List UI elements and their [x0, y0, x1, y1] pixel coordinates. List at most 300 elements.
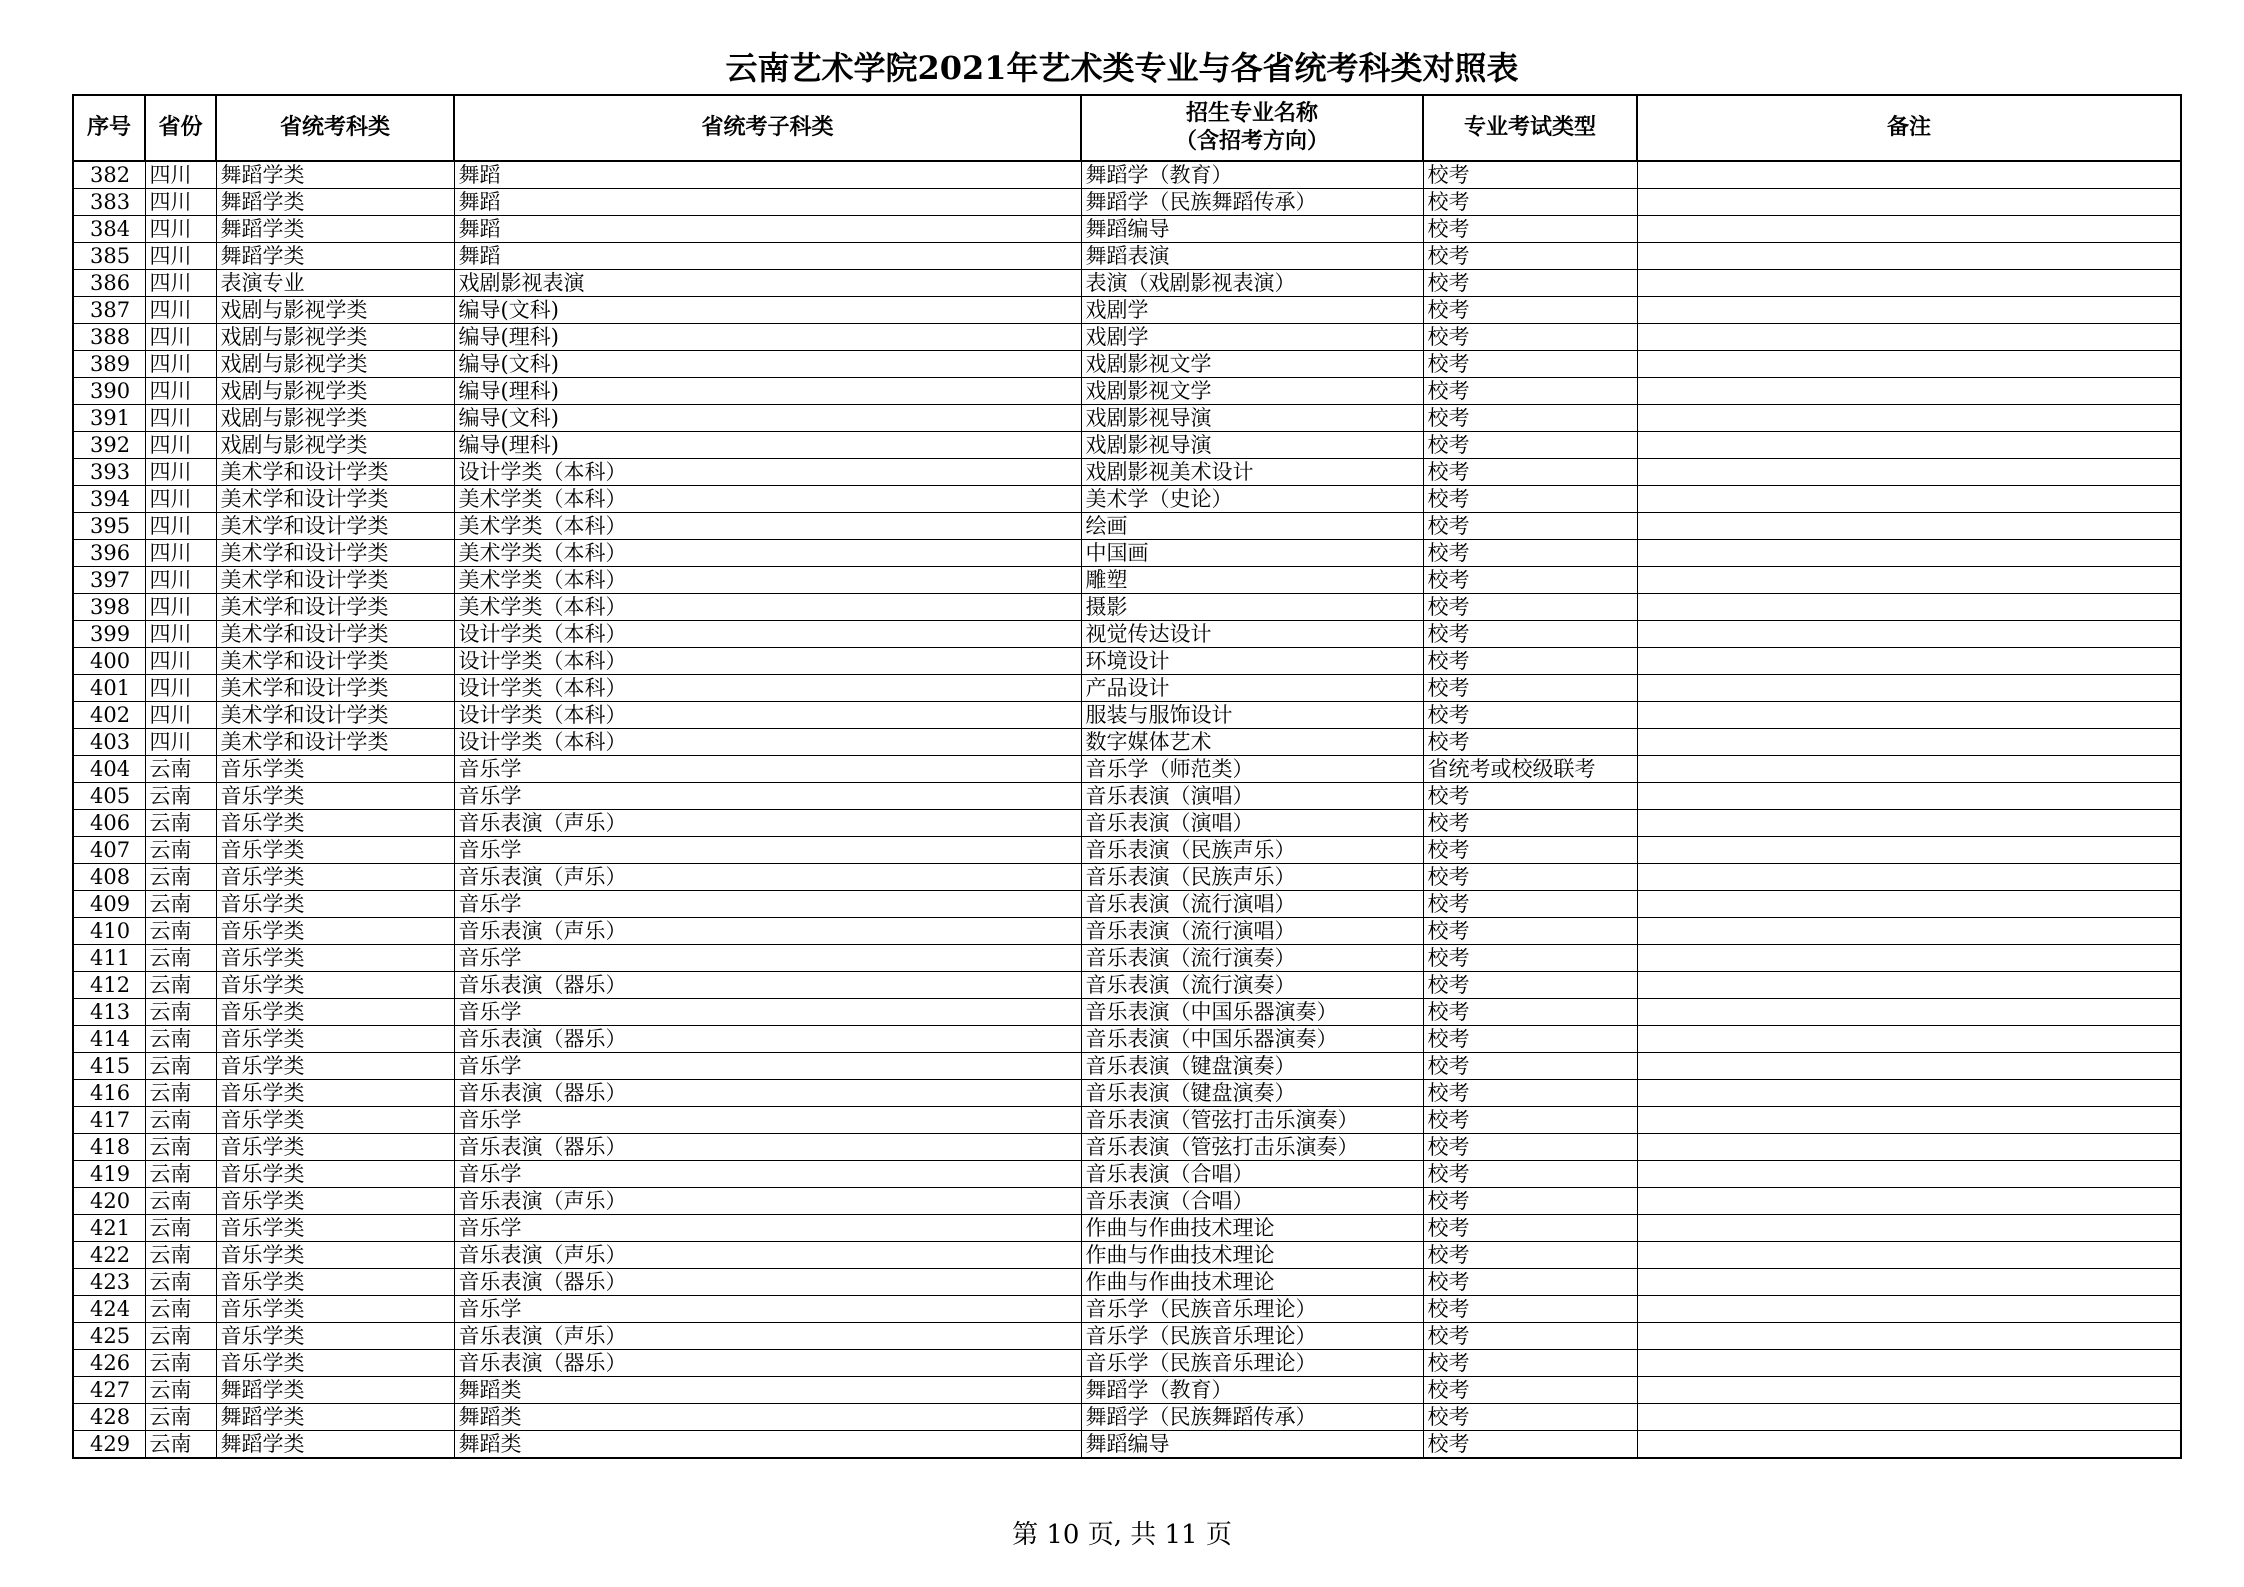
- major-name-cell: 音乐学（民族音乐理论）: [1081, 1296, 1423, 1323]
- exam-subcategory-cell: 音乐学: [454, 756, 1081, 783]
- table-row: [73, 378, 2181, 405]
- serial-cell: 424: [73, 1296, 145, 1323]
- exam-subcategory-cell: 音乐表演（器乐）: [454, 1269, 1081, 1296]
- exam-subcategory-cell: 设计学类（本科）: [454, 702, 1081, 729]
- table-row: [73, 675, 2181, 702]
- major-name-cell: 视觉传达设计: [1081, 621, 1423, 648]
- province-cell: 四川: [145, 702, 216, 729]
- exam-category-cell: 美术学和设计学类: [216, 702, 454, 729]
- column-header-province: 省份: [145, 95, 216, 161]
- exam-category-cell: 舞蹈学类: [216, 189, 454, 216]
- exam-category-cell: 舞蹈学类: [216, 243, 454, 270]
- table-row: [73, 837, 2181, 864]
- exam-type-cell: 校考: [1423, 297, 1637, 324]
- exam-type-cell: 校考: [1423, 1350, 1637, 1377]
- table-row: [73, 243, 2181, 270]
- serial-cell: 416: [73, 1080, 145, 1107]
- exam-subcategory-cell: 编导(理科): [454, 324, 1081, 351]
- serial-cell: 383: [73, 189, 145, 216]
- serial-cell: 407: [73, 837, 145, 864]
- exam-subcategory-cell: 舞蹈类: [454, 1431, 1081, 1459]
- exam-category-cell: 舞蹈学类: [216, 1377, 454, 1404]
- table-row: [73, 1161, 2181, 1188]
- serial-cell: 385: [73, 243, 145, 270]
- serial-cell: 426: [73, 1350, 145, 1377]
- exam-subcategory-cell: 设计学类（本科）: [454, 459, 1081, 486]
- serial-cell: 411: [73, 945, 145, 972]
- table-row: [73, 783, 2181, 810]
- major-name-cell: 舞蹈学（教育）: [1081, 1377, 1423, 1404]
- major-name-cell: 戏剧影视文学: [1081, 351, 1423, 378]
- major-name-cell: 音乐表演（键盘演奏）: [1081, 1080, 1423, 1107]
- province-cell: 云南: [145, 1161, 216, 1188]
- exam-category-cell: 美术学和设计学类: [216, 648, 454, 675]
- serial-cell: 417: [73, 1107, 145, 1134]
- serial-cell: 428: [73, 1404, 145, 1431]
- major-name-cell: 舞蹈学（教育）: [1081, 161, 1423, 189]
- exam-type-cell: 校考: [1423, 999, 1637, 1026]
- exam-type-cell: 校考: [1423, 189, 1637, 216]
- major-name-cell: 作曲与作曲技术理论: [1081, 1242, 1423, 1269]
- province-cell: 云南: [145, 1296, 216, 1323]
- serial-cell: 386: [73, 270, 145, 297]
- remarks-cell: [1637, 1107, 2181, 1134]
- remarks-cell: [1637, 1404, 2181, 1431]
- exam-subcategory-cell: 编导(文科): [454, 297, 1081, 324]
- exam-subcategory-cell: 音乐学: [454, 837, 1081, 864]
- table-row: [73, 189, 2181, 216]
- exam-subcategory-cell: 美术学类（本科）: [454, 567, 1081, 594]
- table-row: [73, 351, 2181, 378]
- exam-type-cell: 校考: [1423, 594, 1637, 621]
- exam-type-cell: 校考: [1423, 216, 1637, 243]
- province-cell: 云南: [145, 837, 216, 864]
- exam-type-cell: 校考: [1423, 161, 1637, 189]
- major-name-cell: 音乐表演（演唱）: [1081, 783, 1423, 810]
- major-name-cell: 音乐表演（中国乐器演奏）: [1081, 999, 1423, 1026]
- remarks-cell: [1637, 1215, 2181, 1242]
- serial-cell: 425: [73, 1323, 145, 1350]
- exam-type-cell: 校考: [1423, 405, 1637, 432]
- exam-category-cell: 美术学和设计学类: [216, 621, 454, 648]
- exam-category-cell: 戏剧与影视学类: [216, 351, 454, 378]
- column-header-exam-subcategory: 省统考子科类: [454, 95, 1081, 161]
- province-cell: 四川: [145, 486, 216, 513]
- remarks-cell: [1637, 783, 2181, 810]
- remarks-cell: [1637, 459, 2181, 486]
- major-name-cell: 舞蹈学（民族舞蹈传承）: [1081, 1404, 1423, 1431]
- exam-category-cell: 戏剧与影视学类: [216, 297, 454, 324]
- remarks-cell: [1637, 567, 2181, 594]
- page-title: 云南艺术学院2021年艺术类专业与各省统考科类对照表: [725, 49, 1519, 87]
- exam-category-cell: 音乐学类: [216, 837, 454, 864]
- province-cell: 四川: [145, 567, 216, 594]
- exam-category-cell: 美术学和设计学类: [216, 567, 454, 594]
- province-cell: 四川: [145, 161, 216, 189]
- exam-subcategory-cell: 音乐学: [454, 999, 1081, 1026]
- exam-category-cell: 美术学和设计学类: [216, 540, 454, 567]
- column-header-serial: 序号: [73, 95, 145, 161]
- exam-category-cell: 音乐学类: [216, 1269, 454, 1296]
- column-header-exam-type: 专业考试类型: [1423, 95, 1637, 161]
- table-row: [73, 1269, 2181, 1296]
- major-name-cell: 绘画: [1081, 513, 1423, 540]
- exam-category-cell: 戏剧与影视学类: [216, 378, 454, 405]
- remarks-cell: [1637, 1080, 2181, 1107]
- remarks-cell: [1637, 1269, 2181, 1296]
- exam-category-cell: 音乐学类: [216, 972, 454, 999]
- column-header-remarks: 备注: [1637, 95, 2181, 161]
- remarks-cell: [1637, 1377, 2181, 1404]
- serial-cell: 420: [73, 1188, 145, 1215]
- exam-subcategory-cell: 编导(文科): [454, 405, 1081, 432]
- table-row: [73, 621, 2181, 648]
- exam-category-cell: 美术学和设计学类: [216, 594, 454, 621]
- major-name-cell: 音乐表演（合唱）: [1081, 1188, 1423, 1215]
- exam-category-cell: 音乐学类: [216, 1296, 454, 1323]
- exam-type-cell: 校考: [1423, 891, 1637, 918]
- remarks-cell: [1637, 432, 2181, 459]
- table-row: [73, 972, 2181, 999]
- province-cell: 四川: [145, 270, 216, 297]
- exam-subcategory-cell: 设计学类（本科）: [454, 648, 1081, 675]
- exam-type-cell: 校考: [1423, 513, 1637, 540]
- province-cell: 云南: [145, 783, 216, 810]
- province-cell: 云南: [145, 810, 216, 837]
- table-row: [73, 513, 2181, 540]
- exam-type-cell: 校考: [1423, 918, 1637, 945]
- exam-subcategory-cell: 音乐表演（器乐）: [454, 1350, 1081, 1377]
- remarks-cell: [1637, 324, 2181, 351]
- exam-category-cell: 音乐学类: [216, 891, 454, 918]
- province-cell: 四川: [145, 648, 216, 675]
- table-row: [73, 486, 2181, 513]
- province-cell: 云南: [145, 1188, 216, 1215]
- serial-cell: 429: [73, 1431, 145, 1459]
- province-cell: 云南: [145, 918, 216, 945]
- exam-type-cell: 校考: [1423, 1323, 1637, 1350]
- province-cell: 四川: [145, 351, 216, 378]
- province-cell: 四川: [145, 432, 216, 459]
- major-name-cell: 摄影: [1081, 594, 1423, 621]
- page-footer: 第 10 页, 共 11 页: [1012, 1520, 1232, 1550]
- exam-category-cell: 美术学和设计学类: [216, 459, 454, 486]
- major-name-cell: 舞蹈表演: [1081, 243, 1423, 270]
- serial-cell: 391: [73, 405, 145, 432]
- province-cell: 云南: [145, 999, 216, 1026]
- exam-type-cell: 校考: [1423, 783, 1637, 810]
- table-row: [73, 810, 2181, 837]
- major-name-cell: 音乐学（师范类）: [1081, 756, 1423, 783]
- table-body: [73, 161, 2181, 1458]
- exam-category-cell: 音乐学类: [216, 1350, 454, 1377]
- table-row: [73, 702, 2181, 729]
- province-cell: 四川: [145, 513, 216, 540]
- exam-category-cell: 音乐学类: [216, 1323, 454, 1350]
- exam-subcategory-cell: 音乐表演（声乐）: [454, 1323, 1081, 1350]
- major-name-cell: 戏剧学: [1081, 324, 1423, 351]
- exam-category-cell: 音乐学类: [216, 1026, 454, 1053]
- province-cell: 云南: [145, 1269, 216, 1296]
- exam-type-cell: 校考: [1423, 1053, 1637, 1080]
- serial-cell: 403: [73, 729, 145, 756]
- exam-category-cell: 美术学和设计学类: [216, 486, 454, 513]
- table-row: [73, 1296, 2181, 1323]
- exam-type-cell: 校考: [1423, 1377, 1637, 1404]
- exam-type-cell: 校考: [1423, 486, 1637, 513]
- province-cell: 云南: [145, 864, 216, 891]
- major-name-cell: 音乐表演（流行演唱）: [1081, 918, 1423, 945]
- exam-type-cell: 校考: [1423, 1215, 1637, 1242]
- remarks-cell: [1637, 1134, 2181, 1161]
- serial-cell: 389: [73, 351, 145, 378]
- exam-type-cell: 校考: [1423, 459, 1637, 486]
- province-cell: 四川: [145, 216, 216, 243]
- table-row: [73, 1053, 2181, 1080]
- province-cell: 四川: [145, 621, 216, 648]
- exam-subcategory-cell: 音乐表演（声乐）: [454, 864, 1081, 891]
- exam-category-cell: 舞蹈学类: [216, 1431, 454, 1459]
- serial-cell: 414: [73, 1026, 145, 1053]
- serial-cell: 406: [73, 810, 145, 837]
- exam-subcategory-cell: 音乐表演（器乐）: [454, 1080, 1081, 1107]
- major-name-cell: 雕塑: [1081, 567, 1423, 594]
- major-name-cell: 中国画: [1081, 540, 1423, 567]
- exam-type-cell: 校考: [1423, 1080, 1637, 1107]
- serial-cell: 398: [73, 594, 145, 621]
- remarks-cell: [1637, 1323, 2181, 1350]
- serial-cell: 400: [73, 648, 145, 675]
- exam-type-cell: 校考: [1423, 243, 1637, 270]
- major-name-cell: 音乐表演（合唱）: [1081, 1161, 1423, 1188]
- serial-cell: 397: [73, 567, 145, 594]
- remarks-cell: [1637, 405, 2181, 432]
- major-name-cell: 戏剧影视导演: [1081, 405, 1423, 432]
- exam-subcategory-cell: 音乐表演（器乐）: [454, 1134, 1081, 1161]
- exam-category-cell: 音乐学类: [216, 1053, 454, 1080]
- exam-category-cell: 音乐学类: [216, 1134, 454, 1161]
- table-row: [73, 1215, 2181, 1242]
- remarks-cell: [1637, 756, 2181, 783]
- exam-subcategory-cell: 音乐学: [454, 783, 1081, 810]
- remarks-cell: [1637, 513, 2181, 540]
- exam-type-cell: 校考: [1423, 1404, 1637, 1431]
- province-cell: 四川: [145, 405, 216, 432]
- serial-cell: 413: [73, 999, 145, 1026]
- remarks-cell: [1637, 594, 2181, 621]
- exam-type-cell: 校考: [1423, 1242, 1637, 1269]
- remarks-cell: [1637, 945, 2181, 972]
- table-row: [73, 1350, 2181, 1377]
- exam-subcategory-cell: 音乐学: [454, 1161, 1081, 1188]
- remarks-cell: [1637, 351, 2181, 378]
- remarks-cell: [1637, 1296, 2181, 1323]
- remarks-cell: [1637, 270, 2181, 297]
- major-name-cell: 数字媒体艺术: [1081, 729, 1423, 756]
- province-cell: 云南: [145, 1107, 216, 1134]
- table-row: [73, 540, 2181, 567]
- table-row: [73, 1026, 2181, 1053]
- remarks-cell: [1637, 1188, 2181, 1215]
- exam-type-cell: 校考: [1423, 810, 1637, 837]
- exam-type-cell: 校考: [1423, 1269, 1637, 1296]
- table-row: [73, 1323, 2181, 1350]
- exam-type-cell: 校考: [1423, 1296, 1637, 1323]
- remarks-cell: [1637, 621, 2181, 648]
- remarks-cell: [1637, 1026, 2181, 1053]
- remarks-cell: [1637, 297, 2181, 324]
- exam-type-cell: 校考: [1423, 1188, 1637, 1215]
- province-cell: 云南: [145, 1404, 216, 1431]
- serial-cell: 384: [73, 216, 145, 243]
- serial-cell: 395: [73, 513, 145, 540]
- remarks-cell: [1637, 810, 2181, 837]
- remarks-cell: [1637, 1161, 2181, 1188]
- exam-subcategory-cell: 舞蹈: [454, 161, 1081, 189]
- exam-category-cell: 戏剧与影视学类: [216, 324, 454, 351]
- major-name-cell: 环境设计: [1081, 648, 1423, 675]
- exam-subcategory-cell: 戏剧影视表演: [454, 270, 1081, 297]
- major-name-cell: 舞蹈编导: [1081, 216, 1423, 243]
- exam-category-cell: 音乐学类: [216, 1107, 454, 1134]
- serial-cell: 404: [73, 756, 145, 783]
- exam-subcategory-cell: 设计学类（本科）: [454, 729, 1081, 756]
- exam-subcategory-cell: 编导(理科): [454, 432, 1081, 459]
- exam-category-cell: 音乐学类: [216, 1215, 454, 1242]
- exam-category-cell: 美术学和设计学类: [216, 675, 454, 702]
- province-cell: 云南: [145, 1053, 216, 1080]
- serial-cell: 418: [73, 1134, 145, 1161]
- exam-category-cell: 音乐学类: [216, 1080, 454, 1107]
- table-row: [73, 1134, 2181, 1161]
- exam-subcategory-cell: 舞蹈: [454, 189, 1081, 216]
- serial-cell: 408: [73, 864, 145, 891]
- serial-cell: 421: [73, 1215, 145, 1242]
- serial-cell: 427: [73, 1377, 145, 1404]
- major-name-cell: 音乐表演（演唱）: [1081, 810, 1423, 837]
- remarks-cell: [1637, 891, 2181, 918]
- exam-subcategory-cell: 音乐表演（声乐）: [454, 1188, 1081, 1215]
- exam-type-cell: 校考: [1423, 621, 1637, 648]
- remarks-cell: [1637, 972, 2181, 999]
- exam-subcategory-cell: 音乐学: [454, 891, 1081, 918]
- exam-subcategory-cell: 音乐表演（声乐）: [454, 1242, 1081, 1269]
- major-name-cell: 音乐表演（流行演唱）: [1081, 891, 1423, 918]
- exam-type-cell: 校考: [1423, 378, 1637, 405]
- remarks-cell: [1637, 729, 2181, 756]
- remarks-cell: [1637, 864, 2181, 891]
- exam-subcategory-cell: 舞蹈: [454, 216, 1081, 243]
- serial-cell: 402: [73, 702, 145, 729]
- table-row: [73, 756, 2181, 783]
- province-cell: 云南: [145, 1242, 216, 1269]
- exam-type-cell: 校考: [1423, 1161, 1637, 1188]
- exam-type-cell: 省统考或校级联考: [1423, 756, 1637, 783]
- table-row: [73, 1404, 2181, 1431]
- exam-subcategory-cell: 音乐表演（声乐）: [454, 810, 1081, 837]
- serial-cell: 399: [73, 621, 145, 648]
- province-cell: 云南: [145, 1080, 216, 1107]
- province-cell: 四川: [145, 324, 216, 351]
- exam-subcategory-cell: 舞蹈类: [454, 1404, 1081, 1431]
- province-cell: 四川: [145, 459, 216, 486]
- major-name-cell: 舞蹈编导: [1081, 1431, 1423, 1459]
- exam-type-cell: 校考: [1423, 324, 1637, 351]
- remarks-cell: [1637, 540, 2181, 567]
- major-name-cell: 产品设计: [1081, 675, 1423, 702]
- table-row: [73, 270, 2181, 297]
- exam-type-cell: 校考: [1423, 540, 1637, 567]
- table-row: [73, 1242, 2181, 1269]
- exam-type-cell: 校考: [1423, 1134, 1637, 1161]
- exam-category-cell: 音乐学类: [216, 918, 454, 945]
- exam-type-cell: 校考: [1423, 351, 1637, 378]
- province-cell: 四川: [145, 594, 216, 621]
- table-row: [73, 864, 2181, 891]
- major-name-cell: 音乐表演（民族声乐）: [1081, 864, 1423, 891]
- exam-type-cell: 校考: [1423, 729, 1637, 756]
- exam-type-cell: 校考: [1423, 864, 1637, 891]
- province-cell: 云南: [145, 1134, 216, 1161]
- exam-subcategory-cell: 音乐学: [454, 1107, 1081, 1134]
- serial-cell: 392: [73, 432, 145, 459]
- exam-subcategory-cell: 音乐表演（声乐）: [454, 918, 1081, 945]
- exam-category-cell: 戏剧与影视学类: [216, 432, 454, 459]
- serial-cell: 382: [73, 161, 145, 189]
- exam-type-cell: 校考: [1423, 945, 1637, 972]
- remarks-cell: [1637, 1242, 2181, 1269]
- province-cell: 云南: [145, 972, 216, 999]
- table-row: [73, 999, 2181, 1026]
- major-name-cell: 戏剧学: [1081, 297, 1423, 324]
- exam-subcategory-cell: 音乐表演（器乐）: [454, 1026, 1081, 1053]
- table-row: [73, 1107, 2181, 1134]
- province-cell: 四川: [145, 189, 216, 216]
- exam-type-cell: 校考: [1423, 675, 1637, 702]
- exam-subcategory-cell: 美术学类（本科）: [454, 540, 1081, 567]
- exam-category-cell: 舞蹈学类: [216, 1404, 454, 1431]
- exam-category-cell: 音乐学类: [216, 1161, 454, 1188]
- column-header-exam-category: 省统考科类: [216, 95, 454, 161]
- exam-category-cell: 音乐学类: [216, 864, 454, 891]
- remarks-cell: [1637, 702, 2181, 729]
- exam-type-cell: 校考: [1423, 1107, 1637, 1134]
- table-row: [73, 1377, 2181, 1404]
- serial-cell: 419: [73, 1161, 145, 1188]
- table-row: [73, 216, 2181, 243]
- province-cell: 四川: [145, 675, 216, 702]
- exam-subcategory-cell: 音乐学: [454, 1053, 1081, 1080]
- exam-subcategory-cell: 美术学类（本科）: [454, 594, 1081, 621]
- major-name-cell: 舞蹈学（民族舞蹈传承）: [1081, 189, 1423, 216]
- exam-type-cell: 校考: [1423, 837, 1637, 864]
- major-name-cell: 音乐表演（中国乐器演奏）: [1081, 1026, 1423, 1053]
- remarks-cell: [1637, 837, 2181, 864]
- remarks-cell: [1637, 918, 2181, 945]
- exam-subcategory-cell: 舞蹈: [454, 243, 1081, 270]
- exam-subcategory-cell: 音乐学: [454, 1296, 1081, 1323]
- remarks-cell: [1637, 1350, 2181, 1377]
- province-cell: 云南: [145, 1377, 216, 1404]
- remarks-cell: [1637, 648, 2181, 675]
- serial-cell: 405: [73, 783, 145, 810]
- serial-cell: 415: [73, 1053, 145, 1080]
- exam-subcategory-cell: 设计学类（本科）: [454, 621, 1081, 648]
- table-row: [73, 459, 2181, 486]
- major-name-cell: 戏剧影视文学: [1081, 378, 1423, 405]
- major-name-cell: 音乐表演（管弦打击乐演奏）: [1081, 1134, 1423, 1161]
- province-cell: 云南: [145, 1026, 216, 1053]
